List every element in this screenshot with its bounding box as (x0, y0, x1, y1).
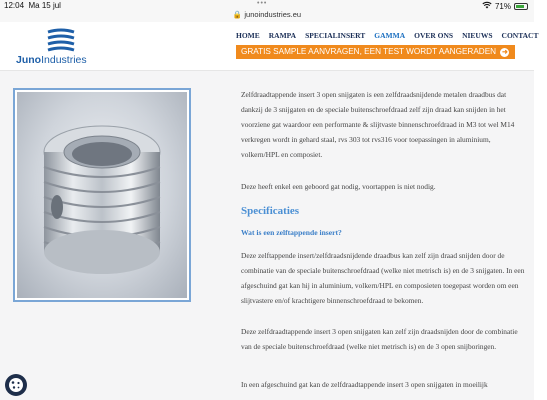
nav-home[interactable]: HOME (236, 31, 260, 40)
free-sample-button[interactable] (236, 45, 515, 59)
cookie-icon (8, 377, 24, 393)
wifi-icon (482, 1, 492, 11)
drilling-note: Deze heeft enkel een geboord gat nodig, voortappen is niet nodig. (241, 182, 436, 191)
nav-over-ons[interactable]: OVER ONS (414, 31, 454, 40)
site-header (0, 22, 539, 70)
nav-gamma[interactable]: GAMMA (374, 31, 406, 40)
status-time: 12:04 Ma 15 jul (4, 1, 61, 10)
arrow-right-circle-icon: ➜ (501, 49, 508, 56)
main-content (0, 70, 534, 400)
battery-icon (514, 3, 528, 10)
logo-mark-icon (46, 28, 76, 54)
specs-paragraph-1: Deze zelftappende insert/zelfdraadsnijdende draadbus kan zelf zijn draad snijden door de combinatie van de speciale buitenschroefdraad (welke niet metrisch is) en de 3 snijgaten. In een afgeschuind gat kan hij in aluminium, volkern/HPL en composieten toegepast worden om een slijtvastere en/of krachtigere binnenschroefdraad te bekomen. (241, 251, 525, 305)
intro-paragraph: Zelfdraadtappende insert 3 open snijgaten is een zelfdraadsnijdende metalen draadbus dat dankzij de 3 snijgaten en de speciale buitenschroefdraad zelf zijn draad kan snijden in het voorziene gat waardoor een performante & slijtvaste binnenschroefdraad in M3 tot wel M14 verkregen wordt in gehard staal, rvs 303 tot rvs316 voor toepassingen in aluminium, volkern/HPL en composiet. (241, 90, 515, 159)
nav-rampa[interactable]: RAMPA (268, 31, 297, 40)
lock-icon: 🔒 (232, 10, 243, 19)
nav-nieuws[interactable]: NIEUWS (462, 31, 493, 40)
status-bar (0, 0, 534, 22)
product-image-frame[interactable] (13, 88, 191, 302)
address-bar[interactable] (0, 10, 534, 19)
threaded-insert-image (17, 92, 187, 298)
battery-percent: 71% (494, 1, 511, 11)
logo-text: JunoIndustries (16, 54, 87, 66)
main-nav (236, 31, 547, 40)
section-subheading: Wat is een zelftappende insert? (241, 228, 342, 237)
specs-paragraph-2: Deze zelfdraadtappende insert 3 open snijgaten kan zelf zijn draadsnijden door de combinatie van de speciale buitenschroefdraad (welke niet metrisch is) en de 3 open snijboringen. (241, 327, 518, 351)
nav-specialinsert[interactable]: SPECIALINSERT (305, 31, 366, 40)
cta-label: GRATIS SAMPLE AANVRAGEN, EEN TEST WORDT AANGERADEN (241, 47, 497, 56)
cookie-settings-button[interactable] (5, 374, 27, 396)
multitask-dots[interactable]: ••• (257, 0, 268, 7)
section-heading: Specificaties (241, 205, 300, 217)
specs-paragraph-3: In een afgeschuind gat kan de zelfdraadtappende insert 3 open snijgaten in moeilijk (241, 380, 488, 389)
status-right (482, 1, 528, 11)
url-text: junoindustries.eu (244, 10, 302, 19)
nav-contact[interactable]: CONTACT (501, 31, 539, 40)
logo[interactable] (16, 28, 88, 68)
